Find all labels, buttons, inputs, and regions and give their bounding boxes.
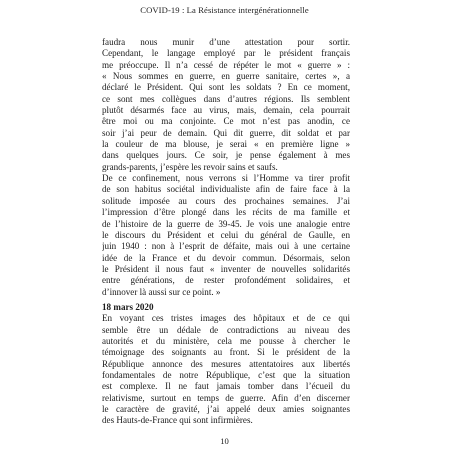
text-line: ce sont mes collègues dans d’autres régions. Ils semblent [102,93,350,104]
text-line: faudra nous munir d’une attestation pour sortir. [102,37,350,47]
text-line: dans quelques jours. Ce soir, je pense également à mes [102,150,350,161]
text-line: En voyant ces tristes images des hôpitaux et de ce qui [102,313,350,324]
text-line: témoignage des soignants au front. Si le président de la [102,347,350,358]
text-line: déclaré le Président. Qui sont les soldats ? En ce moment, [102,82,350,93]
text-line: me préoccupe. Il n’a cessé de répéter le mot « guerre » : [102,59,350,70]
text-line: solitude imposée au cours des prochaines semaines. J’ai [102,195,350,206]
text-line: entre générations, de rester profondément solidaires, et [102,275,350,286]
text-line: autorités et du ministère, cela me pousse à chercher le [102,335,350,346]
text-line: relativisme, surtout en temps de guerre. Afin d’en discerner [102,392,350,403]
text-line: plutôt désarmés face au virus, mais, demain, cela pourrait [102,105,350,116]
paragraph [102,313,350,426]
paragraph [102,173,350,298]
text-line: « Nous sommes en guerre, en guerre sanitaire, certes », a [102,71,350,82]
running-header: COVID-19 : La Résistance intergénérationnelle [140,5,309,15]
text-line: le discours du Président et celui du général de Gaulle, en [102,229,350,240]
text-line: De ce confinement, nous verrons si l’Homme va tirer profit [102,173,350,184]
text-line: idée de la France et du devoir commun. Désormais, selon [102,252,350,263]
text-line: République annonce des mesures attentatoires aux libertés [102,358,350,369]
text-line: l’impression d’être plongé dans les récits de ma famille et [102,207,350,218]
page-body [102,37,350,427]
page-number: 10 [220,436,229,446]
section-heading: 18 mars 2020 [102,301,154,312]
text-line: soir j’ai peur de demain. Qui dit guerre, dit soldat et par [102,127,350,138]
paragraph [102,37,350,173]
text-line: grands-parents, j’espère les revoir sains et saufs. [102,161,278,172]
text-line: la couleur de ma blouse, je serai « en première ligne » [102,139,350,150]
text-line: est complexe. Il ne faut jamais tomber dans l’écueil du [102,381,350,392]
text-line: juin 1940 : non à l’esprit de défaite, mais oui à une certaine [102,241,350,252]
text-line: d’innover là aussi sur ce point. » [102,286,221,297]
text-line: le Président il nous faut « inventer de nouvelles solidarités [102,263,350,274]
text-line: de son habitus sociétal individualiste afin de faire face à la [102,184,350,195]
text-line: fondamentales de notre République, c’est que la situation [102,369,350,380]
text-line: des Hauts-de-France qui sont infirmières. [102,415,253,426]
text-line: de l’histoire de la guerre de 39-45. Je vois une analogie entre [102,218,350,229]
text-line: être moi ou ma conjointe. Ce mot n’est pas anodin, ce [102,116,350,127]
text-line: le caractère de gravité, j’ai appelé deux amies soignantes [102,404,350,414]
text-line: Cependant, le langage employé par le président français [102,48,350,59]
text-line: semble être un dédale de contradictions au niveau des [102,324,350,335]
